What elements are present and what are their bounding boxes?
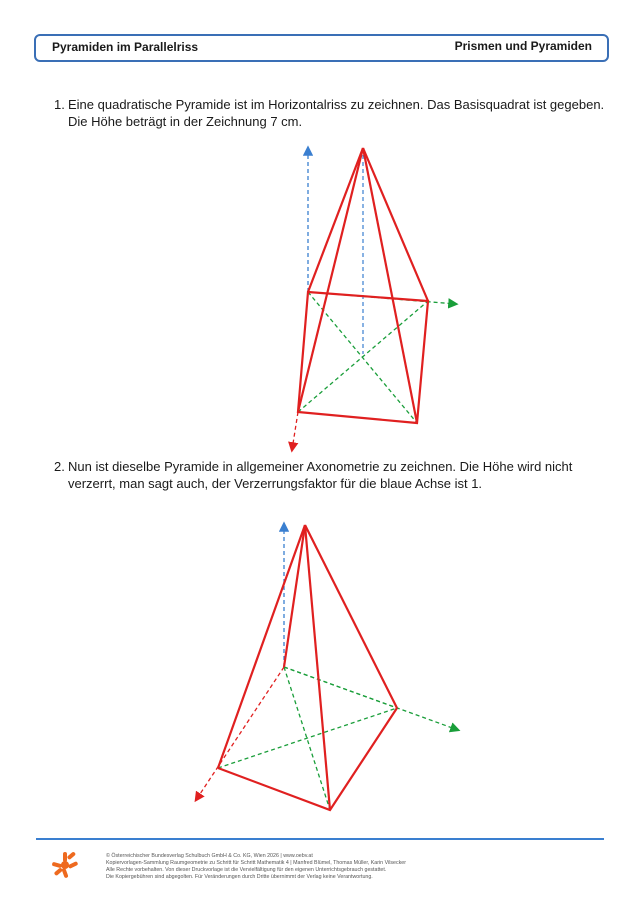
footer-text [106,853,586,881]
footer-line: Kopiervorlagen-Sammlung Raumgeometrie zu Schritt für Schritt Mathematik 4 | Manfred Blümel, Thomas Müller, Karin Vilsecker [106,860,406,866]
worksheet-title: Pyramiden im Parallelriss [52,40,199,54]
green-axis [218,708,397,768]
red-axis [196,667,284,800]
footer-line: © Österreichischer Bundesverlag Schulbuch GmbH & Co. KG, Wien 2026 | www.oebv.at [106,853,313,859]
oebv-star-logo-icon [50,850,80,880]
task-number: 2. [54,459,65,474]
lateral-edge [284,525,305,667]
task-number: 1. [54,97,65,112]
task-text-line: Die Höhe beträgt in der Zeichnung 7 cm. [68,114,303,129]
footer-divider [36,838,604,840]
footer-line: Die Kopiergebühren sind abgegolten. Für Veränderungen durch Dritte übernimmt der Verlag keine Verantwortung. [106,874,373,880]
task-text-line: Eine quadratische Pyramide ist im Horizontalriss zu zeichnen. Das Basisquadrat ist gegeben. [68,97,605,112]
footer-line: Alle Rechte vorbehalten. Von dieser Druckvorlage ist die Vervielfältigung für den eigenen Unterrichtsgebrauch gestattet. [106,867,387,873]
chapter-title: Prismen und Pyramiden [454,39,592,53]
lateral-edge [218,525,305,768]
task-text-line: verzerrt, man sagt auch, der Verzerrungsfaktor für die blaue Achse ist 1. [68,476,483,491]
task-text-line: Nun ist dieselbe Pyramide in allgemeiner Axonometrie zu zeichnen. Die Höhe wird nicht [68,459,573,474]
